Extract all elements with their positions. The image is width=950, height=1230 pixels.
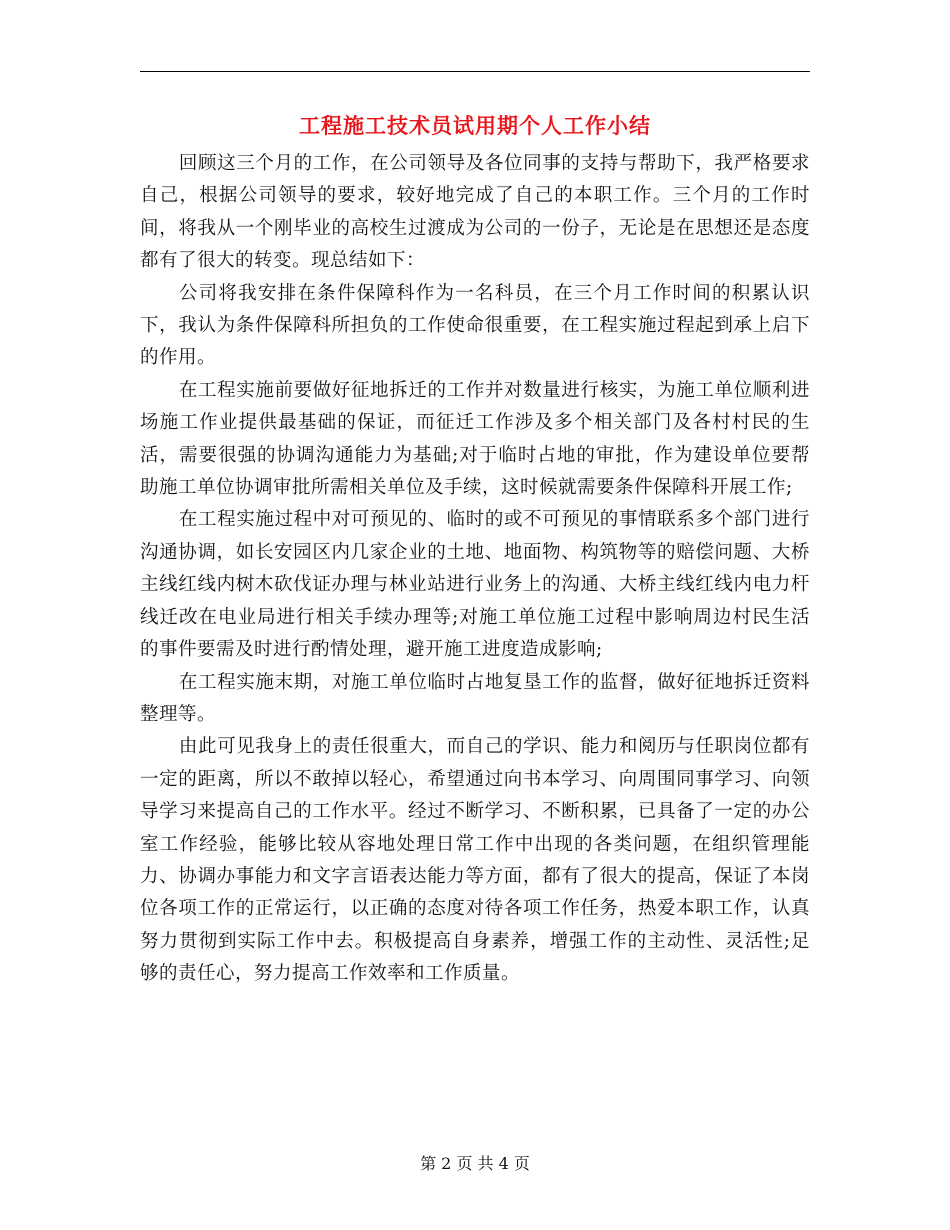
paragraph-during-construction: 在工程实施过程中对可预见的、临时的或不可预见的事情联系多个部门进行沟通协调，如长安园区内几家企业的土地、地面物、构筑物等的赔偿问题、大桥主线红线内树木砍伐证办理与林业站进行业务上的沟通、大桥主线红线内电力杆线迁改在电业局进行相关手续办理等;对施工单位施工过程中影响周边村民生活的事件要需及时进行酌情处理，避开施工进度造成影响; bbox=[140, 509, 810, 661]
paragraph-intro: 回顾这三个月的工作，在公司领导及各位同事的支持与帮助下，我严格要求自己，根据公司领导的要求，较好地完成了自己的本职工作。三个月的工作时间，将我从一个刚毕业的高校生过渡成为公司的一份子，无论是在思想还是态度都有了很大的转变。现总结如下： bbox=[140, 153, 810, 272]
document-body bbox=[140, 148, 810, 991]
page-prefix: 第 bbox=[420, 1154, 437, 1173]
paragraph-role: 公司将我安排在条件保障科作为一名科员，在三个月工作时间的积累认识下，我认为条件保障科所担负的工作使命很重要，在工程实施过程起到承上启下的作用。 bbox=[140, 282, 810, 369]
page-suffix: 页 bbox=[513, 1154, 530, 1173]
paragraph-conclusion: 由此可见我身上的责任很重大，而自己的学识、能力和阅历与任职岗位都有一定的距离，所以不敢掉以轻心，希望通过向书本学习、向周围同事学习、向领导学习来提高自己的工作水平。经过不断学习、不断积累，已具备了一定的办公室工作经验，能够比较从容地处理日常工作中出现的各类问题，在组织管理能力、协调办事能力和文字言语表达能力等方面，都有了很大的提高，保证了本岗位各项工作的正常运行，以正确的态度对待各项工作任务，热爱本职工作，认真努力贯彻到实际工作中去。积极提高自身素养，增强工作的主动性、灵活性;足够的责任心，努力提高工作效率和工作质量。 bbox=[140, 736, 810, 985]
page-total: 4 bbox=[498, 1154, 509, 1173]
page-middle: 页 共 bbox=[456, 1154, 494, 1173]
paragraph-late-stage: 在工程实施末期，对施工单位临时占地复垦工作的监督，做好征地拆迁资料整理等。 bbox=[140, 671, 810, 725]
page-footer bbox=[0, 1153, 950, 1175]
header-rule bbox=[140, 71, 810, 72]
page-number: 2 bbox=[441, 1154, 452, 1173]
paragraph-pre-construction: 在工程实施前要做好征地拆迁的工作并对数量进行核实，为施工单位顺利进场施工作业提供最基础的保证，而征迁工作涉及多个相关部门及各村村民的生活，需要很强的协调沟通能力为基础;对于临时占地的审批，作为建设单位要帮助施工单位协调审批所需相关单位及手续，这时候就需要条件保障科开展工作; bbox=[140, 379, 810, 499]
document-title: 工程施工技术员试用期个人工作小结 bbox=[299, 113, 651, 138]
